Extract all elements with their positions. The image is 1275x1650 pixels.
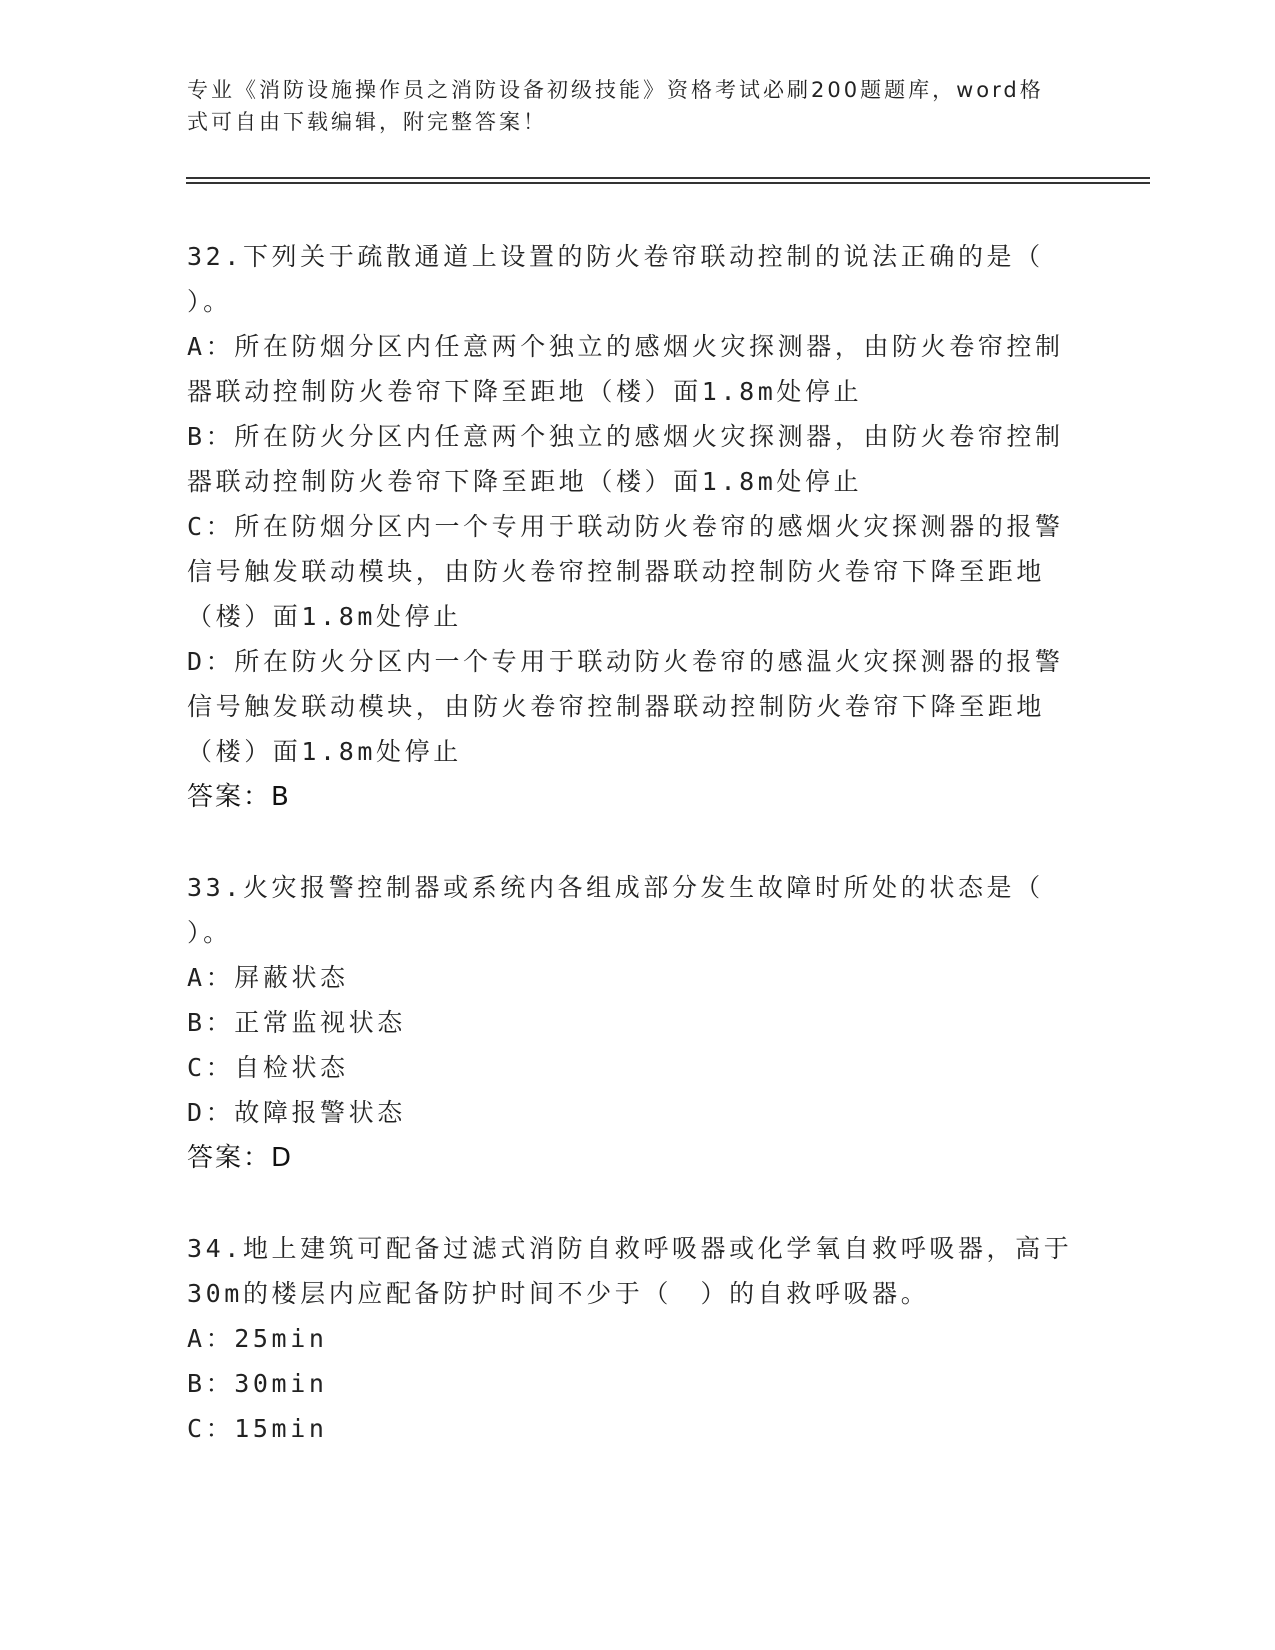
header-divider-bottom [186,182,1150,184]
option-line: （楼）面1.8m处停止 [187,602,462,631]
option-line: （楼）面1.8m处停止 [187,737,462,766]
question-33 [187,865,1087,1181]
option-c: C：15min [187,1414,328,1443]
option-a: A：屏蔽状态 [187,963,349,992]
question-stem-line: ）。 [187,287,232,316]
option-line: 信号触发联动模块，由防火卷帘控制器联动控制防火卷帘下降至距地 [187,692,1046,721]
option-b: B：30min [187,1369,328,1398]
question-stem-line: ）。 [187,918,232,947]
option-line: 器联动控制防火卷帘下降至距地（楼）面1.8m处停止 [187,377,863,406]
option-line: D：所在防火分区内一个专用于联动防火卷帘的感温火灾探测器的报警 [187,647,1064,676]
header-line-1: 专业《消防设施操作员之消防设备初级技能》资格考试必刷200题题库，word格 [187,78,1044,102]
question-spacer [187,820,1087,865]
question-stem-line: 32.下列关于疏散通道上设置的防火卷帘联动控制的说法正确的是（ [187,242,1044,271]
option-d: D：故障报警状态 [187,1098,406,1127]
option-line: B：所在防火分区内任意两个独立的感烟火灾探测器，由防火卷帘控制 [187,422,1064,451]
document-header [187,74,1067,138]
question-32 [187,234,1087,820]
option-a: A：25min [187,1324,328,1353]
option-line: C：所在防烟分区内一个专用于联动防火卷帘的感烟火灾探测器的报警 [187,512,1064,541]
question-stem-line: 34.地上建筑可配备过滤式消防自救呼吸器或化学氧自救呼吸器，高于 [187,1234,1073,1263]
question-stem-line: 30m的楼层内应配备防护时间不少于（ ）的自救呼吸器。 [187,1279,930,1308]
question-list [187,234,1087,1451]
question-spacer [187,1181,1087,1226]
header-line-2: 式可自由下载编辑，附完整答案！ [187,110,547,134]
option-b: B：正常监视状态 [187,1008,406,1037]
option-c [187,504,1087,639]
option-line: A：所在防烟分区内任意两个独立的感烟火灾探测器，由防火卷帘控制 [187,332,1064,361]
header-divider-top [186,177,1150,179]
question-stem-line: 33.火灾报警控制器或系统内各组成部分发生故障时所处的状态是（ [187,873,1044,902]
option-c: C：自检状态 [187,1053,349,1082]
answer-label: 答案：B [187,782,291,812]
option-d [187,639,1087,774]
option-a [187,324,1087,414]
option-line: 器联动控制防火卷帘下降至距地（楼）面1.8m处停止 [187,467,863,496]
option-b [187,414,1087,504]
option-line: 信号触发联动模块，由防火卷帘控制器联动控制防火卷帘下降至距地 [187,557,1046,586]
answer-label: 答案：D [187,1143,294,1173]
question-34 [187,1226,1087,1451]
